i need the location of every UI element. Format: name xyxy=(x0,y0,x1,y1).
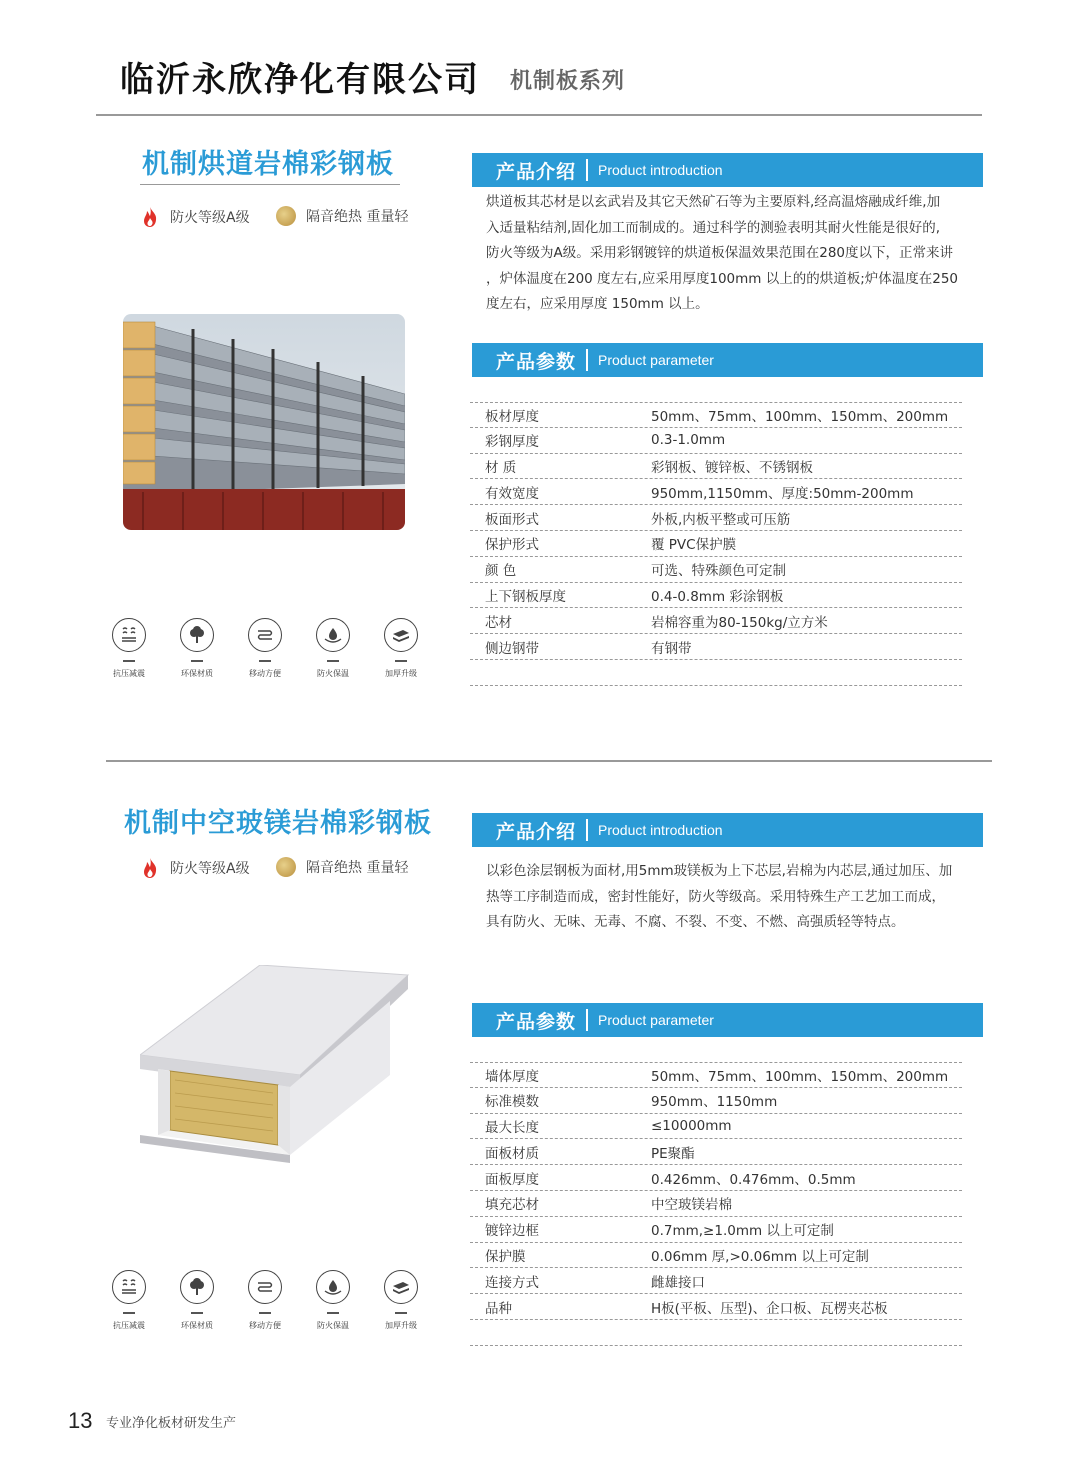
section-divider xyxy=(106,760,992,762)
param-banner xyxy=(468,1003,983,1037)
param-key: 上下钢板厚度 xyxy=(485,588,566,605)
table-row xyxy=(470,1139,962,1165)
fireproof-icon xyxy=(323,1277,343,1297)
compression-icon xyxy=(119,625,139,645)
param-key: 板材厚度 xyxy=(485,408,539,425)
param-value: 雌雄接口 xyxy=(651,1274,705,1291)
param-value: 50mm、75mm、100mm、150mm、200mm xyxy=(651,1068,949,1085)
param-value: 中空玻镁岩棉 xyxy=(651,1197,732,1214)
fire-icon xyxy=(140,206,160,228)
intro-line: ，炉体温度在200 度左右,应采用厚度100mm 以上的的烘道板;炉体温度在250 xyxy=(486,270,959,287)
product-section-2 xyxy=(0,795,1080,1365)
feature-fire xyxy=(140,857,250,879)
param-value: 岩棉容重为80-150kg/立方米 xyxy=(651,614,828,631)
feature-icons xyxy=(104,618,434,682)
param-key: 侧边钢带 xyxy=(485,640,539,657)
param-key: 板面形式 xyxy=(485,511,539,528)
product-photo xyxy=(123,314,405,530)
param-key: 标准模数 xyxy=(485,1094,539,1111)
sandwich-panel-image xyxy=(140,965,410,1165)
param-banner-en: Product parameter xyxy=(598,352,714,368)
intro-banner-cn: 产品介绍 xyxy=(496,820,577,843)
intro-line: 度左右，应采用厚度 150mm 以上。 xyxy=(486,296,709,312)
intro-banner-cn: 产品介绍 xyxy=(496,160,577,183)
table-row xyxy=(470,634,962,660)
page-header xyxy=(120,52,982,114)
table-row xyxy=(470,505,962,531)
icon-label: 环保材质 xyxy=(181,1321,213,1330)
fireproof-icon xyxy=(323,625,343,645)
icon-compression xyxy=(104,618,154,679)
intro-banner xyxy=(468,813,983,847)
intro-banner xyxy=(468,153,983,187)
table-row xyxy=(470,454,962,480)
param-value: PE聚酯 xyxy=(651,1145,695,1162)
company-name: 临沂永欣净化有限公司 xyxy=(120,60,480,100)
icon-thickened xyxy=(376,618,426,679)
table-row xyxy=(470,1217,962,1243)
sound-insulation-label: 隔音绝热 重量轻 xyxy=(306,209,409,225)
param-key: 颜 色 xyxy=(485,563,517,580)
header-divider xyxy=(96,114,982,116)
param-value: 0.4-0.8mm 彩涂钢板 xyxy=(651,588,784,605)
icon-eco xyxy=(172,618,222,679)
param-value: 可选、特殊颜色可定制 xyxy=(651,563,786,580)
icon-label: 抗压减震 xyxy=(113,669,145,678)
table-row xyxy=(470,557,962,583)
table-row xyxy=(470,402,962,428)
param-key: 有效宽度 xyxy=(485,485,539,502)
intro-text xyxy=(486,190,976,318)
icon-portable xyxy=(240,1270,290,1331)
feature-sound xyxy=(276,206,408,226)
intro-line: 热等工序制造而成，密封性能好，防火等级高。采用特殊生产工艺加工而成， xyxy=(486,888,945,905)
stacked-panels-image xyxy=(123,314,405,530)
table-row xyxy=(470,660,962,686)
icon-label: 防火保温 xyxy=(317,669,349,678)
param-table xyxy=(470,1062,962,1346)
rockwool-icon xyxy=(276,857,296,877)
icon-fireproof xyxy=(308,618,358,679)
table-row xyxy=(470,1243,962,1269)
param-banner-en: Product parameter xyxy=(598,1012,714,1028)
thickened-icon xyxy=(391,1277,411,1297)
sound-insulation-label: 隔音绝热 重量轻 xyxy=(306,860,409,876)
table-row xyxy=(470,531,962,557)
icon-label: 防火保温 xyxy=(317,1321,349,1330)
param-value: ≤10000mm xyxy=(651,1117,732,1134)
page-number: 13 xyxy=(68,1408,93,1433)
param-value: 950mm,1150mm、厚度:50mm-200mm xyxy=(651,485,914,502)
table-row xyxy=(470,1165,962,1191)
param-key: 彩钢厚度 xyxy=(485,434,539,451)
table-row xyxy=(470,1191,962,1217)
param-value: 0.7mm,≥1.0mm 以上可定制 xyxy=(651,1223,834,1240)
param-value: 外板,内板平整或可压筋 xyxy=(651,511,791,528)
table-row xyxy=(470,1294,962,1320)
param-key: 材 质 xyxy=(485,459,517,476)
icon-compression xyxy=(104,1270,154,1331)
param-key: 最大长度 xyxy=(485,1119,539,1136)
icon-label: 移动方便 xyxy=(249,1321,281,1330)
param-key: 连接方式 xyxy=(485,1274,539,1291)
feature-sound xyxy=(276,857,408,877)
param-key: 保护膜 xyxy=(485,1248,526,1265)
portable-icon xyxy=(255,625,275,645)
table-row xyxy=(470,608,962,634)
param-banner xyxy=(468,343,983,377)
param-value: H板(平板、压型)、企口板、瓦楞夹芯板 xyxy=(651,1300,888,1317)
param-value: 0.3-1.0mm xyxy=(651,432,726,449)
icon-label: 抗压减震 xyxy=(113,1321,145,1330)
param-banner-cn: 产品参数 xyxy=(496,350,577,373)
icon-label: 移动方便 xyxy=(249,669,281,678)
table-row xyxy=(470,479,962,505)
title-underline xyxy=(140,184,400,185)
param-key: 保护形式 xyxy=(485,537,539,554)
param-value: 覆 PVC保护膜 xyxy=(651,537,737,554)
thickened-icon xyxy=(391,625,411,645)
intro-line: 入适量粘结剂,固化加工而制成的。通过科学的测验表明其耐火性能是很好的, xyxy=(486,219,941,236)
param-value: 0.06mm 厚,>0.06mm 以上可定制 xyxy=(651,1248,869,1265)
table-row xyxy=(470,583,962,609)
param-table xyxy=(470,402,962,686)
product-title: 机制中空玻镁岩棉彩钢板 xyxy=(124,808,432,839)
rockwool-icon xyxy=(276,206,296,226)
intro-banner-en: Product introduction xyxy=(598,822,723,838)
footer-slogan: 专业净化板材研发生产 xyxy=(106,1416,237,1431)
series-name: 机制板系列 xyxy=(510,68,626,94)
table-row xyxy=(470,1320,962,1346)
compression-icon xyxy=(119,1277,139,1297)
param-key: 填充芯材 xyxy=(485,1197,539,1214)
feature-fire xyxy=(140,206,250,228)
fire-rating-label: 防火等级A级 xyxy=(170,210,250,226)
intro-banner-en: Product introduction xyxy=(598,162,723,178)
product-section-1 xyxy=(0,140,1080,700)
icon-eco xyxy=(172,1270,222,1331)
fire-rating-label: 防火等级A级 xyxy=(170,861,250,877)
intro-line: 以彩色涂层钢板为面材,用5mm玻镁板为上下芯层,岩棉为内芯层,通过加压、加 xyxy=(486,863,953,879)
table-row xyxy=(470,428,962,454)
table-row xyxy=(470,1062,962,1088)
intro-line: 具有防火、无味、无毒、不腐、不裂、不变、不燃、高强质轻等特点。 xyxy=(486,914,905,930)
param-value: 有钢带 xyxy=(651,640,692,657)
icon-label: 环保材质 xyxy=(181,669,213,678)
table-row xyxy=(470,1114,962,1140)
intro-line: 防火等级为A级。采用彩钢镀锌的烘道板保温效果范围在280度以下，正常来讲 xyxy=(486,245,954,261)
param-value: 50mm、75mm、100mm、150mm、200mm xyxy=(651,408,949,425)
icon-portable xyxy=(240,618,290,679)
product-photo xyxy=(140,965,410,1165)
param-key: 品种 xyxy=(485,1300,512,1317)
icon-thickened xyxy=(376,1270,426,1331)
portable-icon xyxy=(255,1277,275,1297)
product-title: 机制烘道岩棉彩钢板 xyxy=(142,149,394,180)
param-key: 面板材质 xyxy=(485,1145,539,1162)
eco-icon xyxy=(187,625,207,645)
table-row xyxy=(470,1088,962,1114)
table-row xyxy=(470,1268,962,1294)
param-banner-cn: 产品参数 xyxy=(496,1010,577,1033)
param-key: 芯材 xyxy=(485,614,512,631)
eco-icon xyxy=(187,1277,207,1297)
param-key: 面板厚度 xyxy=(485,1171,539,1188)
icon-label: 加厚升级 xyxy=(385,1321,417,1330)
param-value: 彩钢板、镀锌板、不锈钢板 xyxy=(651,459,813,476)
intro-text xyxy=(486,859,976,936)
fire-icon xyxy=(140,857,160,879)
feature-icons xyxy=(104,1270,434,1334)
param-value: 0.426mm、0.476mm、0.5mm xyxy=(651,1171,856,1188)
param-value: 950mm、1150mm xyxy=(651,1094,778,1111)
icon-label: 加厚升级 xyxy=(385,669,417,678)
icon-fireproof xyxy=(308,1270,358,1331)
param-key: 墙体厚度 xyxy=(485,1068,539,1085)
intro-line: 烘道板其芯材是以玄武岩及其它天然矿石等为主要原料,经高温熔融成纤维,加 xyxy=(486,194,941,210)
param-key: 镀锌边框 xyxy=(485,1223,539,1240)
